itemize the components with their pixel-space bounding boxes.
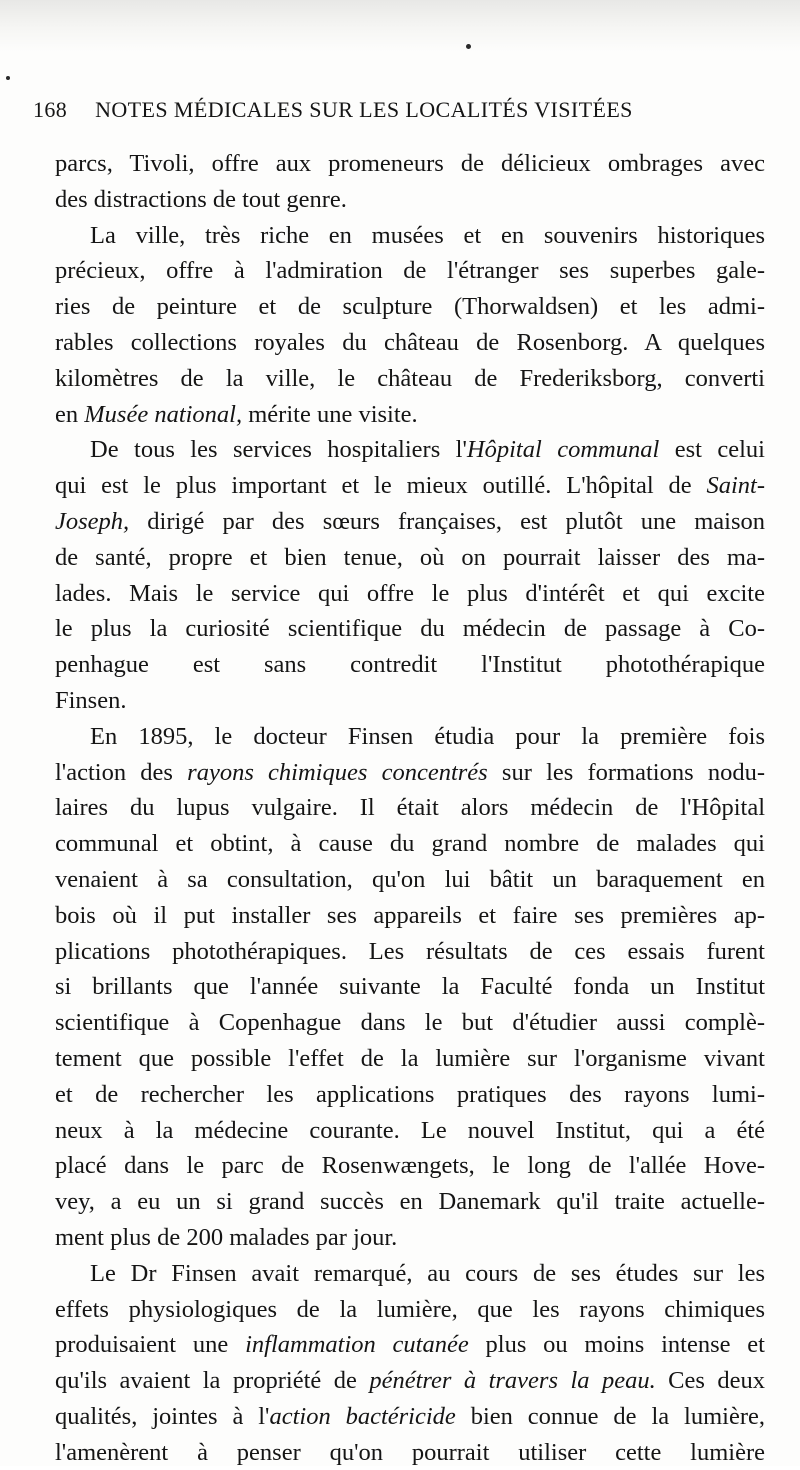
text-line (55, 1113, 765, 1149)
text-segment: laires du lupus vulgaire. Il était alors médecin de l'Hôpital (55, 794, 765, 822)
ink-speck (466, 44, 471, 49)
text-segment: parcs, Tivoli, offre aux promeneurs de délicieux ombrages avec (55, 150, 765, 177)
text-segment: placé dans le parc de Rosenwængets, le long de l'allée Hove- (55, 1152, 765, 1180)
text-line (55, 719, 765, 755)
italic-phrase: pénétrer à travers la peau. (369, 1367, 656, 1395)
text-segment: Ces deux (655, 1367, 765, 1395)
text-segment: effets physiologiques de la lumière, que les rayons chimiques (55, 1295, 765, 1323)
ink-speck (6, 76, 10, 80)
text-line (55, 1184, 765, 1220)
body-text (55, 146, 765, 1470)
text-line (55, 1148, 765, 1184)
italic-phrase: inflammation cutanée (245, 1331, 469, 1359)
text-segment: penhague est sans contredit l'Institut photothérapique (55, 651, 765, 679)
text-segment: De tous les services hospitaliers l' (90, 436, 467, 464)
text-line (55, 1363, 765, 1399)
text-line (55, 969, 765, 1005)
italic-phrase: Hôpital communal (466, 436, 660, 464)
text-line (55, 755, 765, 791)
text-segment: neux à la médecine courante. Le nouvel Institut, qui a été (55, 1116, 765, 1144)
text-segment: de santé, propre et bien tenue, où on pourrait laisser des ma- (55, 543, 765, 571)
text-line (55, 1041, 765, 1077)
text-line (55, 468, 765, 504)
text-segment: kilomètres de la ville, le château de Frederiksborg, converti (55, 364, 765, 392)
text-line (55, 611, 765, 647)
text-segment: vey, a eu un si grand succès en Danemark qu'il traite actuelle- (55, 1188, 765, 1216)
text-line (55, 576, 765, 612)
text-line (55, 683, 765, 719)
text-segment: produisaient une (55, 1331, 246, 1359)
text-line (55, 182, 765, 218)
text-line (55, 361, 765, 397)
text-line (55, 1327, 765, 1363)
text-line (55, 934, 765, 970)
text-segment: communal et obtint, à cause du grand nombre de malades qui (55, 830, 765, 858)
text-line (55, 1077, 765, 1113)
text-segment: le plus la curiosité scientifique du médecin de passage à Co- (55, 615, 765, 643)
text-segment: dirigé par des sœurs françaises, est plutôt une maison (129, 507, 765, 535)
text-line (55, 432, 765, 468)
text-line (55, 647, 765, 683)
text-segment: rables collections royales du château de Rosenborg. A quelques (55, 328, 765, 356)
text-line (55, 1005, 765, 1041)
text-segment: En 1895, le docteur Finsen étudia pour la première fois (90, 722, 765, 750)
text-line (55, 504, 765, 540)
text-line (55, 218, 765, 254)
text-segment: Le Dr Finsen avait remarqué, au cours de ses études sur les (90, 1259, 765, 1287)
text-segment: venaient à sa consultation, qu'on lui bâtit un baraquement en (55, 865, 765, 893)
text-segment: l'amenèrent à penser qu'on pourrait utiliser cette lumière (55, 1438, 765, 1466)
text-line (55, 1399, 765, 1435)
scan-top-shadow (0, 0, 800, 52)
text-segment: bois où il put installer ses appareils et faire ses premières ap- (55, 901, 765, 929)
text-line (55, 397, 765, 433)
text-segment: plus ou moins intense et (468, 1331, 765, 1359)
text-segment: qui est le plus important et le mieux outillé. L'hôpital de (55, 472, 707, 500)
text-segment: des distractions de tout genre. (55, 185, 347, 213)
text-segment: qu'ils avaient la propriété de (55, 1367, 370, 1395)
text-line (55, 898, 765, 934)
italic-phrase: Musée national, (84, 400, 243, 428)
page-number: 168 (33, 97, 68, 122)
italic-phrase: action bactéricide (269, 1402, 456, 1430)
text-line (55, 253, 765, 289)
text-segment: précieux, offre à l'admiration de l'étranger ses superbes gale- (55, 257, 765, 285)
text-segment: bien connue de la lumière, (455, 1402, 765, 1430)
page-header (33, 97, 773, 137)
text-segment: sur les formations nodu- (487, 758, 765, 786)
text-segment: scientifique à Copenhague dans le but d'étudier aussi complè- (55, 1009, 765, 1037)
text-segment: qualités, jointes à l' (55, 1402, 270, 1430)
text-line (55, 1256, 765, 1292)
italic-phrase: rayons chimiques concentrés (187, 758, 488, 786)
text-segment: et de rechercher les applications pratiques des rayons lumi- (55, 1080, 765, 1108)
italic-phrase: Saint- (706, 472, 765, 500)
text-line (55, 1292, 765, 1328)
text-line (55, 862, 765, 898)
text-line (55, 790, 765, 826)
text-segment: est celui (659, 436, 765, 464)
text-segment: lades. Mais le service qui offre le plus d'intérêt et qui excite (55, 579, 765, 607)
text-segment: Finsen. (55, 686, 127, 714)
text-segment: ment plus de 200 malades par jour. (55, 1223, 398, 1251)
text-line (55, 289, 765, 325)
italic-phrase: Joseph, (55, 507, 130, 535)
text-segment: l'action des (55, 758, 188, 786)
text-segment: en (55, 400, 85, 428)
text-line (55, 1220, 765, 1256)
text-segment: La ville, très riche en musées et en souvenirs historiques (90, 221, 765, 249)
text-segment: mérite une visite. (242, 400, 418, 428)
text-line (55, 1435, 765, 1470)
text-segment: plications photothérapiques. Les résultats de ces essais furent (55, 937, 765, 965)
text-line (55, 826, 765, 862)
text-segment: tement que possible l'effet de la lumière sur l'organisme vivant (55, 1044, 765, 1072)
text-segment: ries de peinture et de sculpture (Thorwaldsen) et les admi- (55, 293, 765, 321)
text-line (55, 540, 765, 576)
text-line (55, 325, 765, 361)
running-title: NOTES MÉDICALES SUR LES LOCALITÉS VISITÉES (95, 97, 633, 122)
text-line (55, 146, 765, 182)
text-segment: si brillants que l'année suivante la Faculté fonda un Institut (55, 973, 765, 1001)
